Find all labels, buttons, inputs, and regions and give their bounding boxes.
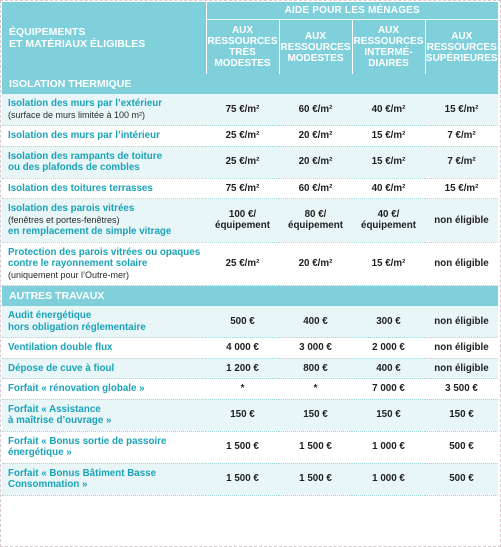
value-cell: 500 €: [425, 463, 498, 495]
row-label: Forfait « Assistance à maîtrise d’ouvrage »: [2, 399, 206, 431]
row-note: (fenêtres et portes-fenêtres): [8, 214, 120, 225]
value-cell: 500 €: [425, 431, 498, 463]
value-cell: *: [206, 379, 279, 400]
value-cell: 2 000 €: [352, 338, 425, 359]
value-cell: 100 €/ équipement: [206, 199, 279, 243]
section-header: ISOLATION THERMIQUE: [2, 74, 498, 94]
value-cell: 150 €: [352, 399, 425, 431]
column-header-1: AUX RESSOURCES TRÈS MODESTES: [206, 20, 279, 75]
value-cell: 300 €: [352, 306, 425, 338]
value-cell: 15 €/m²: [352, 126, 425, 147]
value-cell: 1 500 €: [206, 463, 279, 495]
value-cell: 20 €/m²: [279, 242, 352, 286]
table-row: [2, 379, 498, 400]
value-cell: 20 €/m²: [279, 146, 352, 178]
value-cell: non éligible: [425, 242, 498, 286]
column-header-2: AUX RESSOURCES MODESTES: [279, 20, 352, 75]
aid-table: [2, 2, 498, 496]
table-row: [2, 94, 498, 126]
row-label: Forfait « Bonus Bâtiment Basse Consommation »: [2, 463, 206, 495]
row-label: Ventilation double flux: [2, 338, 206, 359]
value-cell: 15 €/m²: [425, 94, 498, 126]
value-cell: 150 €: [279, 399, 352, 431]
column-header-3: AUX RESSOURCES INTERMÉ- DIAIRES: [352, 20, 425, 75]
value-cell: 150 €: [206, 399, 279, 431]
value-cell: 15 €/m²: [425, 178, 498, 199]
value-cell: 1 000 €: [352, 463, 425, 495]
table-row: [2, 199, 498, 243]
value-cell: 400 €: [352, 358, 425, 379]
value-cell: 15 €/m²: [352, 242, 425, 286]
aide-header: AIDE POUR LES MÉNAGES: [206, 2, 498, 20]
value-cell: 1 500 €: [279, 463, 352, 495]
value-cell: 150 €: [425, 399, 498, 431]
table-row: [2, 463, 498, 495]
column-header-4: AUX RESSOURCES SUPÉRIEURES: [425, 20, 498, 75]
table-row: [2, 178, 498, 199]
value-cell: 7 €/m²: [425, 126, 498, 147]
table-row: [2, 338, 498, 359]
value-cell: 75 €/m²: [206, 178, 279, 199]
value-cell: 40 €/ équipement: [352, 199, 425, 243]
row-label: Protection des parois vitrées ou opaques contre le rayonnement solaire (uniquement pour l’Outre-mer): [2, 242, 206, 286]
eligible-header: ÉQUIPEMENTS ET MATÉRIAUX ÉLIGIBLES: [9, 26, 146, 50]
value-cell: 25 €/m²: [206, 146, 279, 178]
row-label: Isolation des murs par l’intérieur: [2, 126, 206, 147]
table-row: [2, 146, 498, 178]
row-label: Forfait « rénovation globale »: [2, 379, 206, 400]
value-cell: 60 €/m²: [279, 178, 352, 199]
value-cell: 75 €/m²: [206, 94, 279, 126]
value-cell: 3 000 €: [279, 338, 352, 359]
row-note: (surface de murs limitée à 100 m²): [8, 109, 146, 120]
table-row: [2, 242, 498, 286]
value-cell: 4 000 €: [206, 338, 279, 359]
value-cell: non éligible: [425, 338, 498, 359]
value-cell: 15 €/m²: [352, 146, 425, 178]
table-row: [2, 358, 498, 379]
section-header: AUTRES TRAVAUX: [2, 286, 498, 307]
value-cell: 1 500 €: [279, 431, 352, 463]
value-cell: 40 €/m²: [352, 94, 425, 126]
row-label: Isolation des murs par l’extérieur (surface de murs limitée à 100 m²): [2, 94, 206, 126]
value-cell: 20 €/m²: [279, 126, 352, 147]
value-cell: 500 €: [206, 306, 279, 338]
row-label: Forfait « Bonus sortie de passoire énergétique »: [2, 431, 206, 463]
value-cell: 60 €/m²: [279, 94, 352, 126]
row-label: Audit énergétique hors obligation réglementaire: [2, 306, 206, 338]
row-label: Isolation des toitures terrasses: [2, 178, 206, 199]
value-cell: *: [279, 379, 352, 400]
table-row: [2, 431, 498, 463]
value-cell: 400 €: [279, 306, 352, 338]
value-cell: 1 000 €: [352, 431, 425, 463]
row-label: Isolation des rampants de toiture ou des plafonds de combles: [2, 146, 206, 178]
value-cell: 7 €/m²: [425, 146, 498, 178]
value-cell: 25 €/m²: [206, 242, 279, 286]
table-row: [2, 399, 498, 431]
table-row: [2, 126, 498, 147]
value-cell: 80 €/ équipement: [279, 199, 352, 243]
value-cell: non éligible: [425, 199, 498, 243]
table-row: [2, 306, 498, 338]
value-cell: non éligible: [425, 306, 498, 338]
row-note: (uniquement pour l’Outre-mer): [8, 269, 130, 280]
value-cell: 1 200 €: [206, 358, 279, 379]
value-cell: 800 €: [279, 358, 352, 379]
value-cell: 25 €/m²: [206, 126, 279, 147]
row-label: Isolation des parois vitrées (fenêtres et portes-fenêtres) en remplacement de simple vitrage: [2, 199, 206, 243]
value-cell: non éligible: [425, 358, 498, 379]
value-cell: 3 500 €: [425, 379, 498, 400]
value-cell: 7 000 €: [352, 379, 425, 400]
value-cell: 40 €/m²: [352, 178, 425, 199]
row-label: Dépose de cuve à fioul: [2, 358, 206, 379]
value-cell: 1 500 €: [206, 431, 279, 463]
